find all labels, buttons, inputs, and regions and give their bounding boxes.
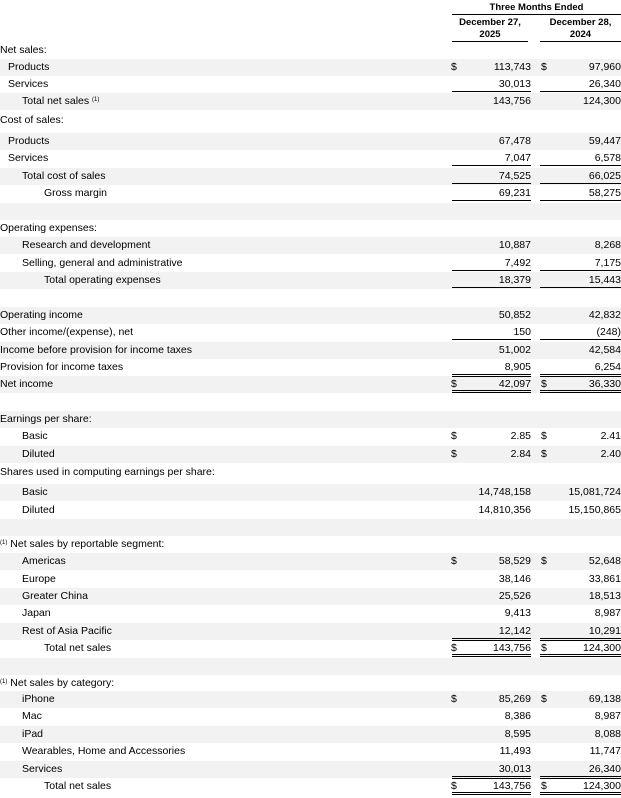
row-label bbox=[22, 761, 62, 778]
value-2025: 8,905 bbox=[504, 361, 531, 373]
value-2025: 7,047 bbox=[504, 152, 531, 164]
row-label bbox=[22, 93, 99, 110]
value-2025: 14,748,158 bbox=[478, 486, 531, 498]
table-row bbox=[0, 708, 621, 725]
value-2025: 2.85 bbox=[510, 430, 531, 442]
table-row bbox=[0, 255, 621, 272]
value-2025: 38,146 bbox=[498, 573, 531, 585]
row-label bbox=[22, 168, 105, 185]
row-label-text: Total cost of sales bbox=[22, 170, 106, 182]
value-2024: 2.41 bbox=[600, 430, 621, 442]
footnote-marker: (1) bbox=[92, 97, 100, 103]
underline bbox=[452, 339, 531, 340]
column-header-2024: December 28, 2024 bbox=[540, 17, 621, 42]
table-row bbox=[0, 464, 621, 481]
period-heading: Three Months Ended bbox=[452, 2, 621, 15]
value-2025: 69,231 bbox=[498, 187, 531, 199]
value-2024: 8,268 bbox=[594, 239, 621, 251]
currency-symbol-2025: $ bbox=[451, 780, 457, 792]
value-2024: 15,081,724 bbox=[568, 486, 621, 498]
row-label bbox=[0, 112, 64, 129]
value-2024: 26,340 bbox=[588, 78, 621, 90]
row-label bbox=[22, 571, 56, 588]
table-row bbox=[0, 743, 621, 760]
currency-symbol-2025: $ bbox=[451, 61, 457, 73]
row-label-text: Diluted bbox=[22, 448, 55, 460]
value-2025: 11,493 bbox=[499, 745, 531, 757]
row-label bbox=[44, 640, 111, 657]
table-row bbox=[0, 203, 621, 220]
double-underline bbox=[540, 654, 621, 655]
currency-symbol-2024: $ bbox=[541, 642, 547, 654]
table-row bbox=[0, 185, 621, 202]
value-2024: 2.40 bbox=[600, 448, 621, 460]
table-row bbox=[0, 411, 621, 428]
value-2024: 8,088 bbox=[594, 728, 621, 740]
value-2024: 7,175 bbox=[594, 257, 621, 269]
table-row bbox=[0, 133, 621, 150]
row-label-text: Research and development bbox=[22, 239, 151, 251]
row-label bbox=[44, 778, 111, 795]
double-underline bbox=[540, 390, 621, 391]
total-rule bbox=[540, 376, 621, 377]
currency-symbol-2024: $ bbox=[541, 61, 547, 73]
value-2025: 12,142 bbox=[498, 625, 531, 637]
row-label-text: Total operating expenses bbox=[44, 274, 161, 286]
row-label-text: Diluted bbox=[22, 504, 55, 516]
row-label-text: Total net sales bbox=[44, 780, 112, 792]
row-label-text: Greater China bbox=[22, 590, 88, 602]
table-row bbox=[0, 359, 621, 376]
currency-symbol-2025: $ bbox=[451, 378, 457, 390]
table-row bbox=[0, 778, 621, 795]
row-label bbox=[8, 133, 49, 150]
double-underline bbox=[540, 794, 621, 795]
value-2025: 25,526 bbox=[498, 590, 531, 602]
value-2024: 42,832 bbox=[588, 309, 621, 321]
total-rule bbox=[540, 640, 621, 641]
table-row bbox=[0, 502, 621, 519]
double-underline bbox=[452, 654, 531, 655]
value-2025: 58,529 bbox=[498, 555, 531, 567]
row-label-text: Other income/(expense), net bbox=[0, 326, 134, 338]
row-label bbox=[22, 237, 150, 254]
value-2025: 14,810,356 bbox=[478, 504, 531, 516]
row-label-text: Provision for income taxes bbox=[0, 361, 124, 373]
table-row bbox=[0, 42, 621, 59]
value-2024: (248) bbox=[596, 326, 621, 338]
value-2025: 2.84 bbox=[510, 448, 531, 460]
table-row bbox=[0, 376, 621, 393]
value-2024: 11,747 bbox=[589, 745, 621, 757]
value-2024: 52,648 bbox=[588, 555, 621, 567]
value-2024: 42,584 bbox=[588, 344, 621, 356]
row-label bbox=[22, 428, 48, 445]
row-label bbox=[22, 446, 55, 463]
row-label-text: Shares used in computing earnings per share: bbox=[0, 466, 215, 478]
underline bbox=[540, 200, 621, 201]
double-underline bbox=[452, 792, 531, 793]
currency-symbol-2025: $ bbox=[451, 693, 457, 705]
row-label bbox=[8, 59, 49, 76]
underline bbox=[452, 287, 531, 288]
row-label-text: Mac bbox=[22, 710, 42, 722]
value-2024: 6,578 bbox=[594, 152, 621, 164]
total-rule bbox=[540, 778, 621, 779]
table-row bbox=[0, 324, 621, 341]
row-label-text: Net sales by reportable segment: bbox=[10, 538, 165, 550]
row-label bbox=[44, 272, 161, 289]
double-underline bbox=[540, 792, 621, 793]
currency-symbol-2024: $ bbox=[541, 555, 547, 567]
value-2024: 124,300 bbox=[583, 642, 621, 654]
table-row bbox=[0, 112, 621, 129]
row-label bbox=[22, 691, 55, 708]
underline bbox=[540, 339, 621, 340]
value-2024: 15,150,865 bbox=[568, 504, 621, 516]
row-label bbox=[0, 342, 192, 359]
row-label-text: Services bbox=[22, 763, 63, 775]
row-label bbox=[8, 150, 48, 167]
currency-symbol-2024: $ bbox=[541, 430, 547, 442]
currency-symbol-2025: $ bbox=[451, 555, 457, 567]
row-label-text: Total net sales bbox=[22, 95, 90, 107]
currency-symbol-2024: $ bbox=[541, 693, 547, 705]
table-row bbox=[0, 571, 621, 588]
value-2025: 51,002 bbox=[498, 344, 531, 356]
value-2024: 124,300 bbox=[583, 780, 621, 792]
table-header bbox=[0, 0, 621, 44]
total-rule bbox=[452, 640, 531, 641]
footnote-marker: (1) bbox=[0, 540, 8, 546]
row-label-text: Services bbox=[8, 78, 49, 90]
table-row bbox=[0, 446, 621, 463]
value-2025: 10,887 bbox=[498, 239, 531, 251]
row-label-text: Products bbox=[8, 61, 50, 73]
row-label-text: Cost of sales: bbox=[0, 114, 64, 126]
row-label-text: Net income bbox=[0, 378, 54, 390]
row-label bbox=[22, 255, 183, 272]
value-2025: 143,756 bbox=[493, 780, 531, 792]
row-label bbox=[44, 185, 107, 202]
value-2024: 6,254 bbox=[594, 361, 621, 373]
value-2024: 124,300 bbox=[583, 95, 621, 107]
row-label bbox=[22, 484, 48, 501]
row-label-text: Americas bbox=[22, 555, 66, 567]
table-row bbox=[0, 605, 621, 622]
row-label-text: iPad bbox=[22, 728, 44, 740]
table-row bbox=[0, 588, 621, 605]
currency-symbol-2025: $ bbox=[451, 642, 457, 654]
row-label bbox=[0, 42, 47, 59]
table-row bbox=[0, 150, 621, 167]
row-label bbox=[0, 359, 123, 376]
table-row bbox=[0, 675, 621, 692]
value-2025: 8,386 bbox=[504, 710, 531, 722]
value-2024: 15,443 bbox=[588, 274, 621, 286]
currency-symbol-2025: $ bbox=[451, 448, 457, 460]
row-label bbox=[0, 464, 215, 481]
value-2024: 18,513 bbox=[588, 590, 621, 602]
row-label bbox=[22, 605, 51, 622]
value-2024: 97,960 bbox=[588, 61, 621, 73]
table-row bbox=[0, 168, 621, 185]
value-2025: 18,379 bbox=[498, 274, 531, 286]
value-2025: 42,097 bbox=[498, 378, 531, 390]
value-2025: 8,595 bbox=[504, 728, 531, 740]
value-2025: 143,756 bbox=[493, 95, 531, 107]
row-label bbox=[22, 708, 42, 725]
value-2024: 10,291 bbox=[588, 625, 621, 637]
value-2024: 58,275 bbox=[588, 187, 621, 199]
column-header-2025: December 27, 2025 bbox=[452, 17, 528, 42]
value-2025: 113,743 bbox=[493, 61, 531, 73]
row-label-text: Gross margin bbox=[44, 187, 108, 199]
row-label bbox=[0, 307, 83, 324]
row-label bbox=[22, 726, 43, 743]
value-2024: 59,447 bbox=[588, 135, 621, 147]
value-2024: 26,340 bbox=[588, 763, 621, 775]
value-2024: 8,987 bbox=[594, 710, 621, 722]
row-label bbox=[22, 743, 185, 760]
table-row bbox=[0, 93, 621, 110]
underline bbox=[452, 200, 531, 201]
footnote-marker: (1) bbox=[0, 679, 8, 685]
table-row bbox=[0, 519, 621, 536]
row-label-text: Total net sales bbox=[44, 642, 112, 654]
currency-symbol-2025: $ bbox=[451, 430, 457, 442]
row-label-text: Services bbox=[8, 152, 49, 164]
currency-symbol-2024: $ bbox=[541, 780, 547, 792]
value-2025: 50,852 bbox=[498, 309, 531, 321]
value-2025: 67,478 bbox=[498, 135, 531, 147]
row-label bbox=[0, 324, 133, 341]
table-row bbox=[0, 220, 621, 237]
total-rule bbox=[452, 376, 531, 377]
row-label-text: Wearables, Home and Accessories bbox=[22, 745, 186, 757]
double-underline bbox=[452, 390, 531, 391]
row-label-text: Net sales by category: bbox=[10, 677, 115, 689]
row-label-text: Selling, general and administrative bbox=[22, 257, 183, 269]
value-2025: 74,525 bbox=[498, 170, 531, 182]
row-label-text: Operating income bbox=[0, 309, 83, 321]
value-2024: 66,025 bbox=[588, 170, 621, 182]
row-label bbox=[22, 553, 66, 570]
table-row bbox=[0, 726, 621, 743]
total-rule bbox=[452, 778, 531, 779]
value-2024: 69,138 bbox=[588, 693, 621, 705]
value-2025: 30,013 bbox=[498, 78, 531, 90]
row-label bbox=[8, 76, 48, 93]
value-2024: 33,861 bbox=[588, 573, 621, 585]
table-row bbox=[0, 640, 621, 657]
row-label bbox=[0, 220, 97, 237]
table-row bbox=[0, 76, 621, 93]
row-label-text: Basic bbox=[22, 430, 48, 442]
value-2025: 143,756 bbox=[493, 642, 531, 654]
table-row bbox=[0, 272, 621, 289]
row-label bbox=[22, 502, 55, 519]
row-label bbox=[22, 623, 112, 640]
row-label bbox=[0, 536, 164, 553]
table-row bbox=[0, 536, 621, 553]
value-2024: 8,987 bbox=[594, 607, 621, 619]
row-label-text: Japan bbox=[22, 607, 51, 619]
row-label-text: iPhone bbox=[22, 693, 55, 705]
table-row bbox=[0, 394, 621, 411]
row-label-text: Europe bbox=[22, 573, 56, 585]
table-row bbox=[0, 342, 621, 359]
currency-symbol-2024: $ bbox=[541, 378, 547, 390]
table-row bbox=[0, 237, 621, 254]
row-label bbox=[0, 376, 53, 393]
table-row bbox=[0, 623, 621, 640]
underline bbox=[540, 287, 621, 288]
row-label-text: Earnings per share: bbox=[0, 413, 92, 425]
row-label-text: Operating expenses: bbox=[0, 222, 97, 234]
row-label bbox=[22, 588, 88, 605]
table-row bbox=[0, 691, 621, 708]
underline bbox=[540, 165, 621, 166]
underline bbox=[452, 165, 531, 166]
row-label-text: Income before provision for income taxes bbox=[0, 344, 193, 356]
table-row bbox=[0, 290, 621, 307]
currency-symbol-2024: $ bbox=[541, 448, 547, 460]
row-label bbox=[0, 411, 92, 428]
table-row bbox=[0, 761, 621, 778]
row-label bbox=[0, 675, 114, 692]
row-label-text: Rest of Asia Pacific bbox=[22, 625, 112, 637]
row-label-text: Products bbox=[8, 135, 50, 147]
table-row bbox=[0, 553, 621, 570]
value-2025: 150 bbox=[513, 326, 531, 338]
value-2025: 85,269 bbox=[498, 693, 531, 705]
row-label-text: Net sales: bbox=[0, 44, 47, 56]
table-row bbox=[0, 484, 621, 501]
table-row bbox=[0, 658, 621, 675]
table-row bbox=[0, 59, 621, 76]
value-2025: 9,413 bbox=[504, 607, 531, 619]
table-row bbox=[0, 428, 621, 445]
value-2025: 7,492 bbox=[504, 257, 531, 269]
value-2025: 30,013 bbox=[498, 763, 531, 775]
row-label-text: Basic bbox=[22, 486, 48, 498]
table-row bbox=[0, 307, 621, 324]
value-2024: 36,330 bbox=[588, 378, 621, 390]
double-underline bbox=[452, 794, 531, 795]
